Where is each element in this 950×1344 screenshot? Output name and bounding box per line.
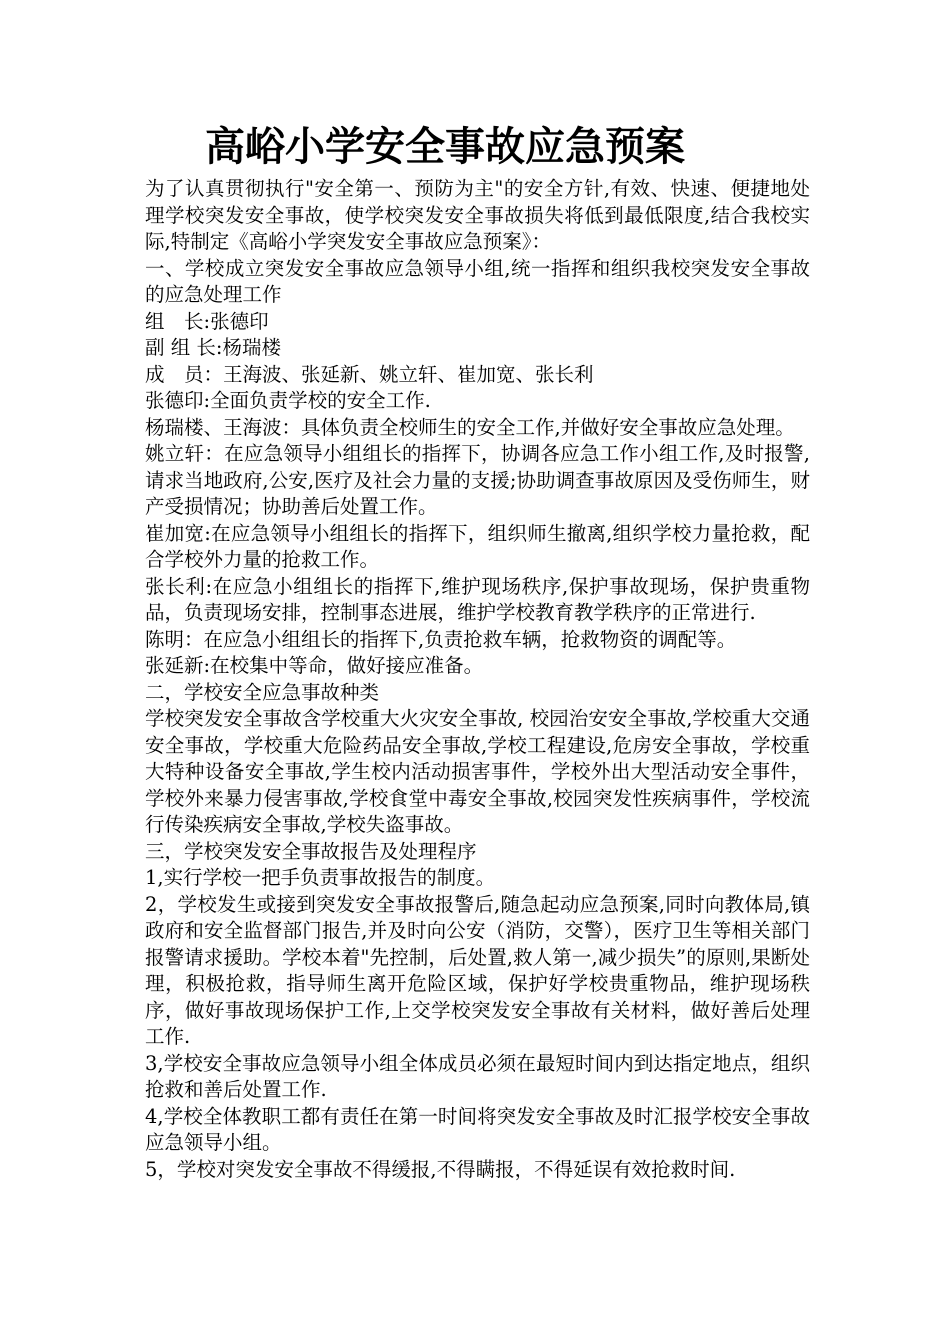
paragraph-members: 成 员：王海波、张延新、姚立轩、崔加宽、张长利 [145,362,594,386]
paragraph-duty-cui-jiakuan: 崔加宽:在应急领导小组组长的指挥下，组织师生撤离,组织学校力量抢救，配合学校外力量的抢救工作。 [145,521,810,571]
paragraph-duty-zhang-yanxin: 张延新:在校集中等命，做好接应准备。 [145,654,484,677]
document-body [145,176,810,1183]
paragraph-duty-yang-wang: 杨瑞楼、王海波：具体负责全校师生的安全工作,并做好安全事故应急处理。 [145,415,795,439]
paragraph-duty-chen-ming: 陈明：在应急小组组长的指挥下,负责抢救车辆，抢救物资的调配等。 [145,627,737,651]
document-page [145,118,810,1183]
paragraph-accident-types: 学校突发安全事故含学校重大火灾安全事故, 校园治安安全事故,学校重大交通安全事故，学校重大危险药品安全事故,学校工程建设,危房安全事故，学校重大特种设备安全事故,学生校内活动损害事件，学校外出大型活动安全事件，学校外来暴力侵害事故,学校食堂中毒安全事故,校园突发性疾病事件，学校流行传染疾病安全事故,学校失盗事故。 [145,707,810,836]
paragraph-deputy-leader: 副 组 长:杨瑞楼 [145,336,281,359]
paragraph-duty-zhang-deyin: 张德印:全面负责学校的安全工作. [145,389,431,412]
paragraph-procedure-4: 4,学校全体教职工都有责任在第一时间将突发安全事故及时汇报学校安全事故应急领导小组。 [145,1104,810,1154]
paragraph-procedure-2: 2，学校发生或接到突发安全事故报警后,随急起动应急预案,同时向教体局,镇政府和安全监督部门报告,并及时向公安（消防，交警），医疗卫生等相关部门报警请求援助。学校本着"先控制，后处置,救人第一,减少损失”的原则,果断处理，积极抢救，指导师生离开危险区域，保护好学校贵重物品，维护现场秩序，做好事故现场保护工作,上交学校突发安全事故有关材料，做好善后处理工作. [145,892,810,1048]
section-heading-2: 二，学校安全应急事故种类 [145,680,380,704]
paragraph-procedure-3: 3,学校安全事故应急领导小组全体成员必须在最短时间内到达指定地点，组织抢救和善后处置工作. [145,1051,810,1101]
paragraph-intro: 为了认真贯彻执行"安全第一、预防为主"的安全方针,有效、快速、便捷地处理学校突发安全事故，使学校突发安全事故损失将低到最低限度,结合我校实际,特制定《高峪小学突发安全事故应急预案》： [145,177,810,253]
document-title: 高峪小学安全事故应急预案 [205,123,685,170]
paragraph-duty-yao-lixuan: 姚立轩：在应急领导小组组长的指挥下，协调各应急工作小组工作,及时报警,请求当地政府,公安,医疗及社会力量的支援;协助调查事故原因及受伤师生，财产受损情况；协助善后处置工作。 [145,442,810,518]
section-heading-1: 一、学校成立突发安全事故应急领导小组,统一指挥和组织我校突发安全事故的应急处理工作 [145,256,810,306]
paragraph-procedure-5: 5，学校对突发安全事故不得缓报,不得瞒报，不得延误有效抢救时间. [145,1157,736,1181]
section-heading-3: 三，学校突发安全事故报告及处理程序 [145,839,477,863]
paragraph-duty-zhang-changli: 张长利:在应急小组组长的指挥下,维护现场秩序,保护事故现场，保护贵重物品，负责现场安排，控制事态进展，维护学校教育教学秩序的正常进行. [145,574,810,624]
paragraph-procedure-1: 1,实行学校一把手负责事故报告的制度。 [145,866,496,889]
paragraph-leader: 组 长:张德印 [145,309,269,333]
